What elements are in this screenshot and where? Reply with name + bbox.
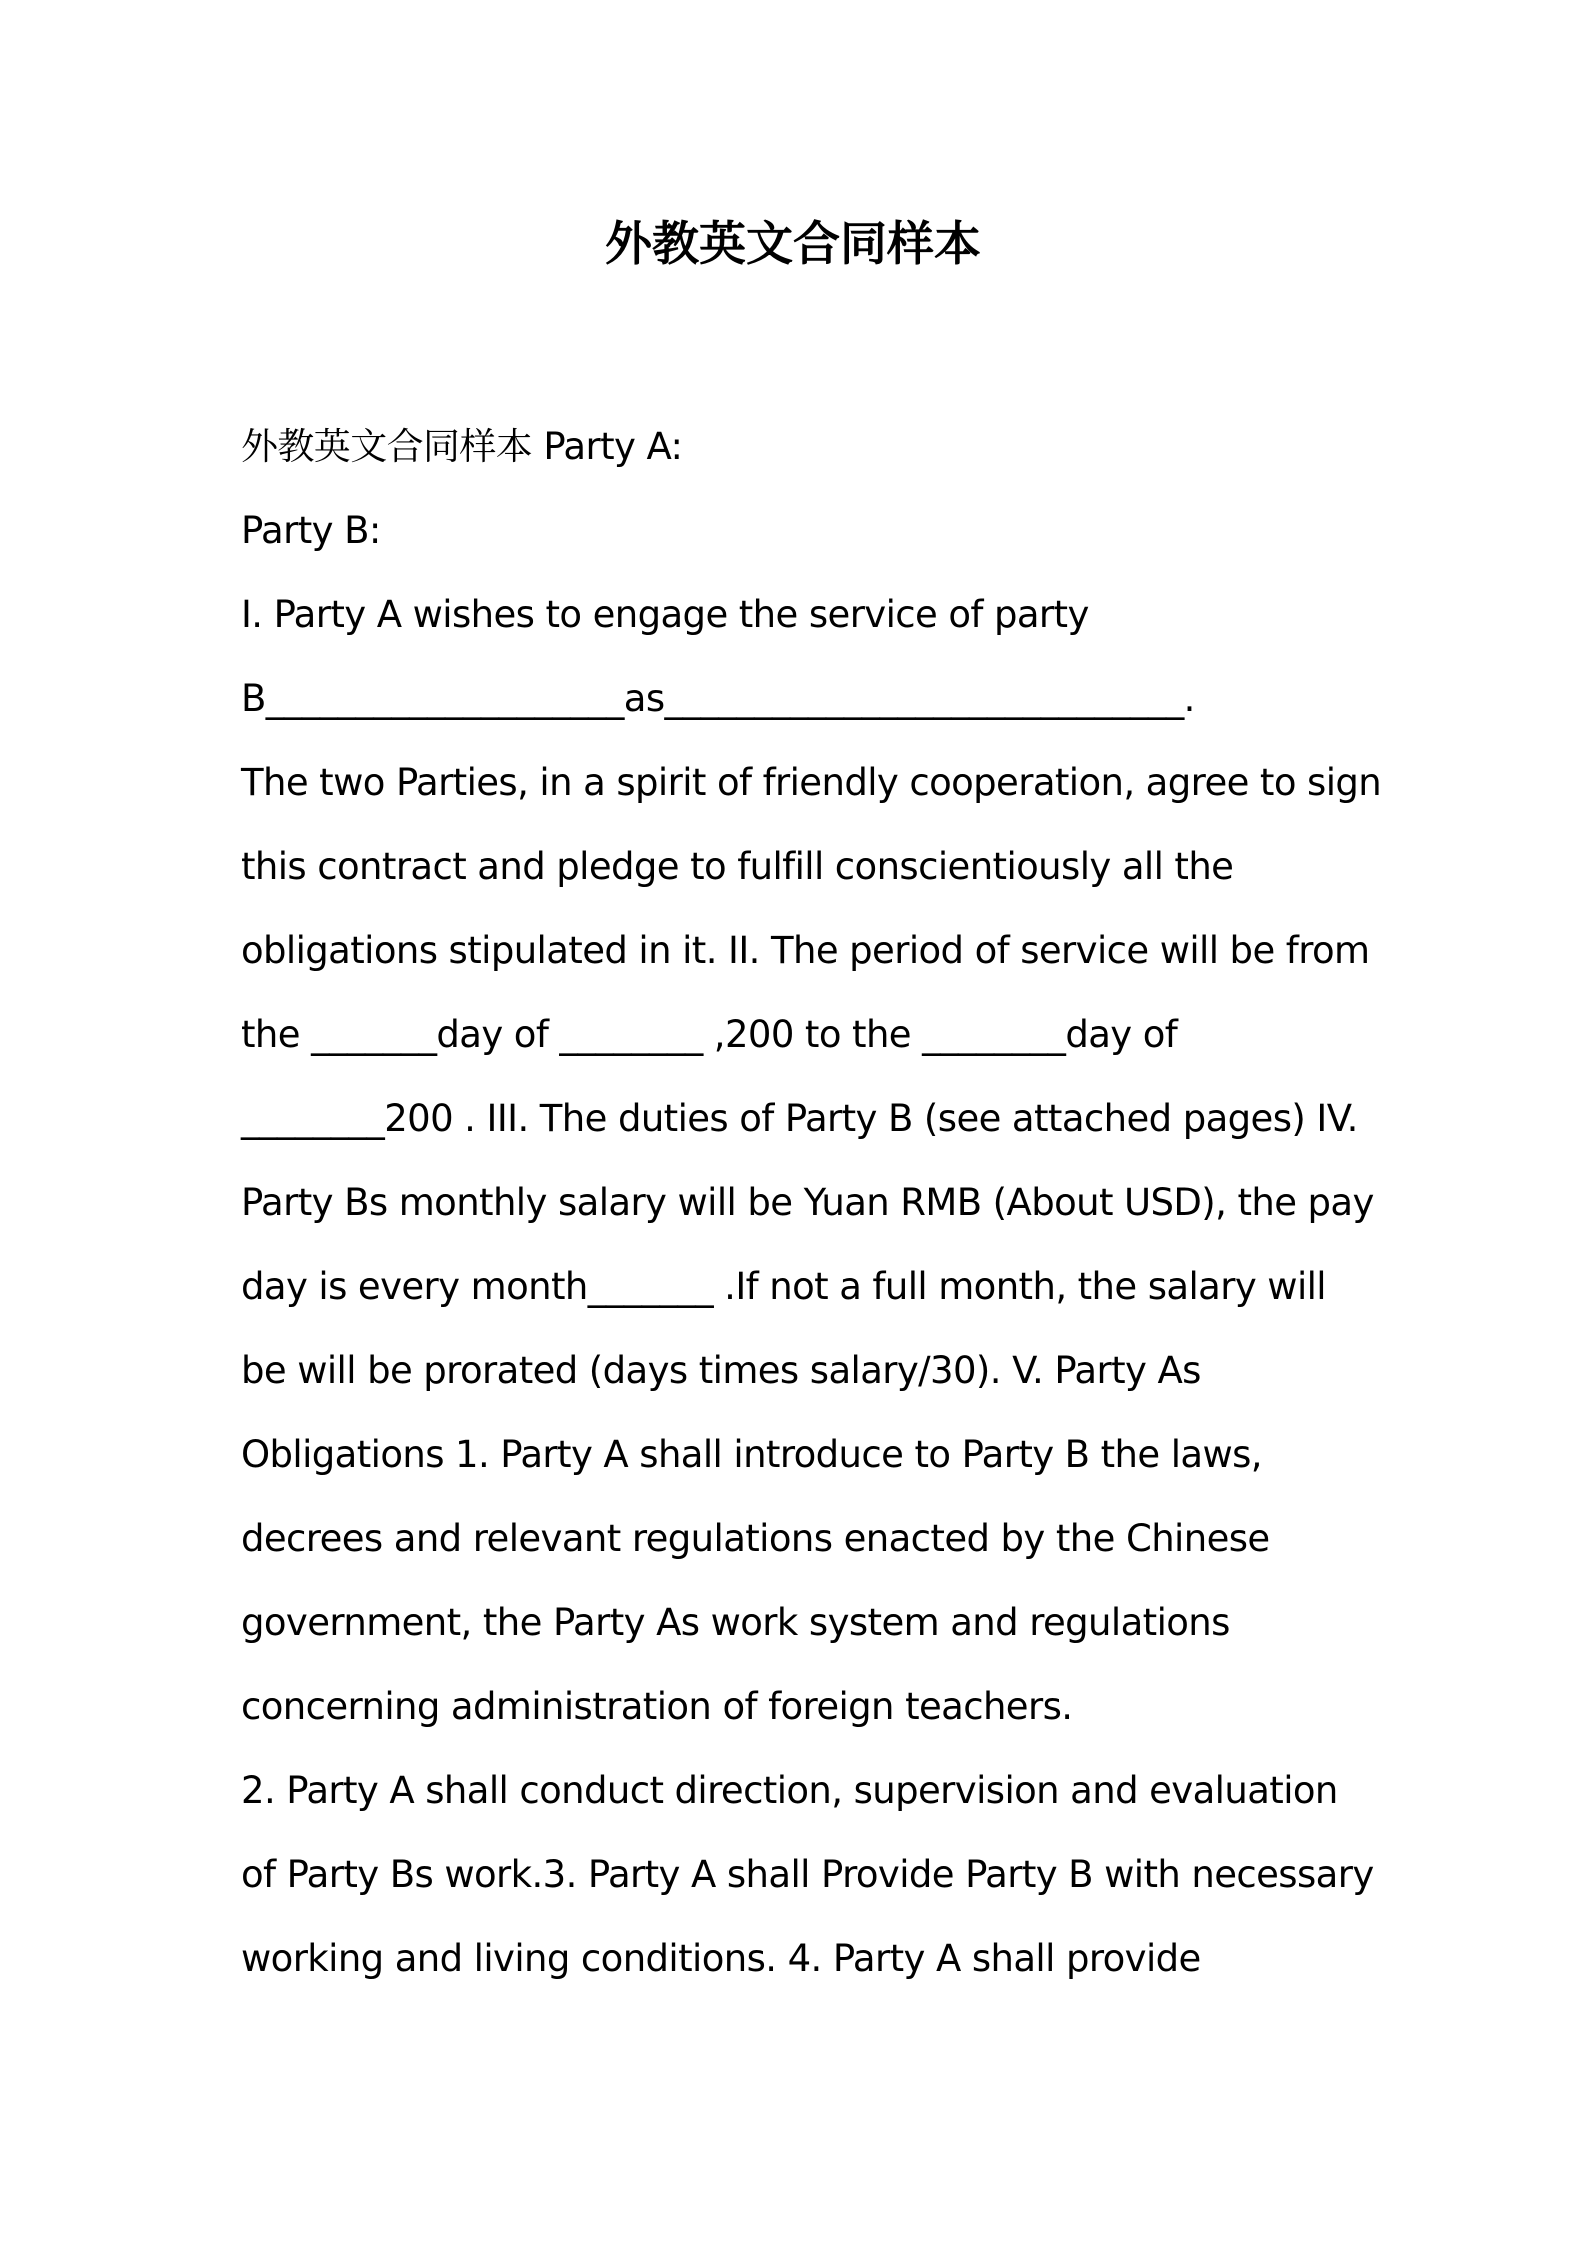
body-line: Party Bs monthly salary will be Yuan RMB (About USD), the pay bbox=[241, 1181, 1374, 1224]
body-line: Obligations 1. Party A shall introduce to Party B the laws, bbox=[241, 1433, 1262, 1476]
body-line: B____________________as_____________________________. bbox=[241, 677, 1195, 720]
body-line: The two Parties, in a spirit of friendly cooperation, agree to sign bbox=[241, 761, 1382, 804]
body-line: Party B: bbox=[241, 509, 381, 552]
body-line: decrees and relevant regulations enacted by the Chinese bbox=[241, 1517, 1270, 1560]
body-line: working and living conditions. 4. Party A shall provide bbox=[241, 1937, 1201, 1980]
body-line: day is every month_______ .If not a full month, the salary will bbox=[241, 1265, 1326, 1308]
body-line: government, the Party As work system and regulations bbox=[241, 1601, 1230, 1644]
document-title: 外教英文合同样本 bbox=[605, 217, 981, 272]
body-line: of Party Bs work.3. Party A shall Provide Party B with necessary bbox=[241, 1853, 1374, 1896]
body-line: ________200 . III. The duties of Party B (see attached pages) IV. bbox=[241, 1097, 1358, 1140]
body-line: this contract and pledge to fulfill conscientiously all the bbox=[241, 845, 1234, 888]
body-line: 2. Party A shall conduct direction, supervision and evaluation bbox=[241, 1769, 1338, 1812]
body-line: I. Party A wishes to engage the service of party bbox=[241, 593, 1089, 636]
body-line: concerning administration of foreign teachers. bbox=[241, 1685, 1073, 1728]
document-body bbox=[241, 405, 1382, 2001]
body-line: 外教英文合同样本 Party A: bbox=[241, 425, 683, 468]
body-line: obligations stipulated in it. II. The period of service will be from bbox=[241, 929, 1370, 972]
body-line: the _______day of ________ ,200 to the ________day of bbox=[241, 1013, 1178, 1056]
body-line: be will be prorated (days times salary/30). V. Party As bbox=[241, 1349, 1201, 1392]
